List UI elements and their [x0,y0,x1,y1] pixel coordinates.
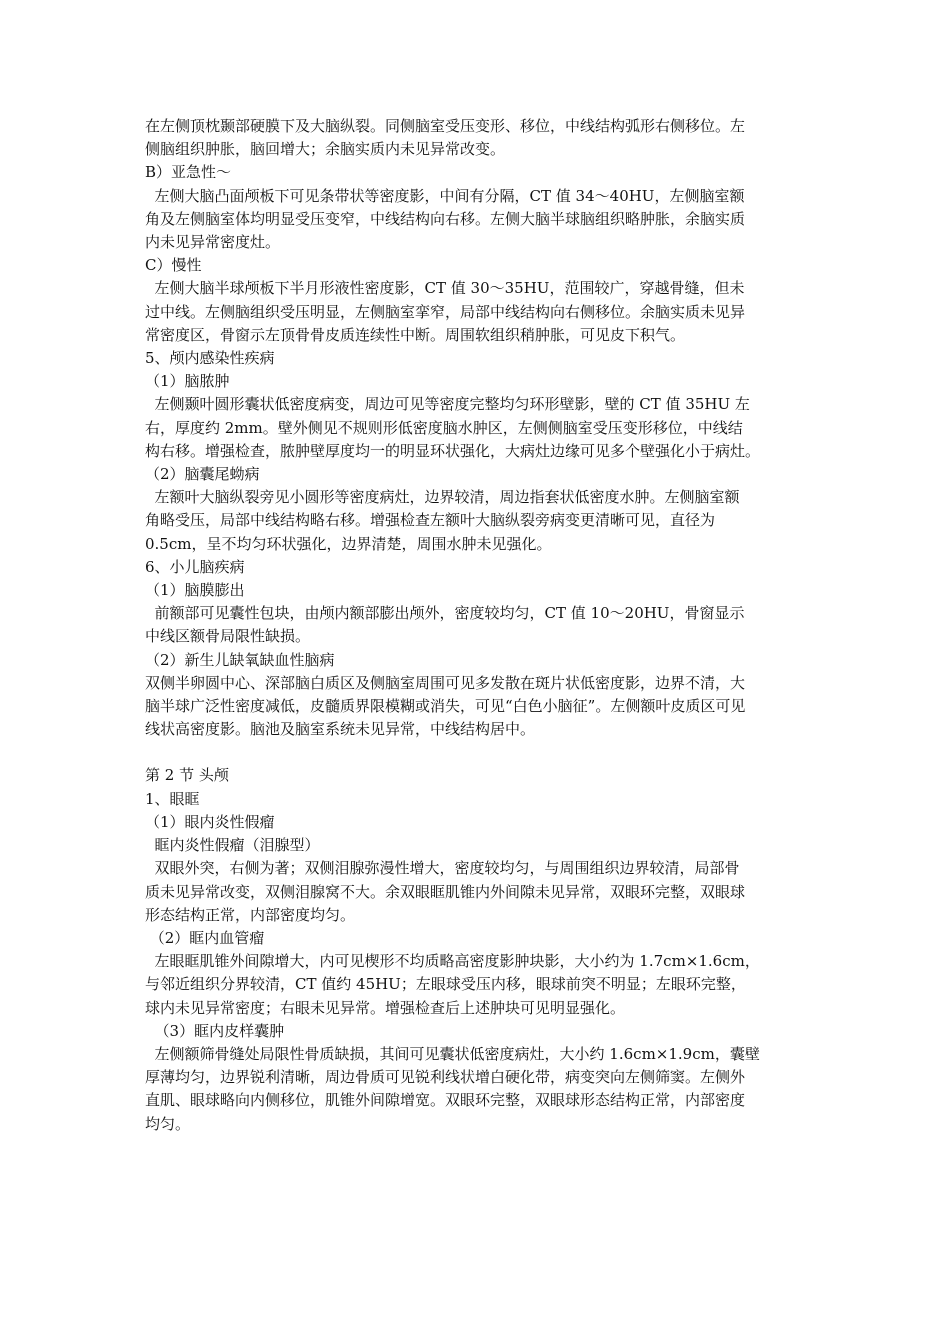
text-line: 左额叶大脑纵裂旁见小圆形等密度病灶，边界较清，周边指套状低密度水肿。左侧脑室额 [145,488,740,507]
text-line: 角略受压，局部中线结构略右移。增强检查左额叶大脑纵裂旁病变更清晰可见，直径为 [145,511,716,530]
text-line: 直肌、眼球略向内侧移位，肌锥外间隙增宽。双眼环完整，双眼球形态结构正常，内部密度 [145,1091,746,1110]
text-line: 内未见异常密度灶。 [145,233,281,252]
text-line: C）慢性 [145,256,202,275]
text-line: 形态结构正常，内部密度均匀。 [145,905,356,924]
text-line: 6、小儿脑疾病 [145,557,245,576]
text-line: （1）脑脓肿 [145,372,230,391]
text-line: 眶内炎性假瘤（泪腺型） [145,836,320,855]
text-line: 双侧半卵圆中心、深部脑白质区及侧脑室周围可见多发散在斑片状低密度影，边界不清，大 [145,673,746,692]
text-line: 左侧大脑半球颅板下半月形液性密度影，CT 值 30～35HU，范围较广，穿越骨缝，但未 [145,279,745,298]
text-line: 左侧颞叶圆形囊状低密度病变，周边可见等密度完整均匀环形壁影，壁的 CT 值 35HU 左 [145,395,750,414]
text-line: 右，厚度约 2mm。壁外侧见不规则形低密度脑水肿区，左侧侧脑室受压变形移位，中线结 [145,418,743,437]
text-line: 均匀。 [145,1114,191,1133]
text-line: 构右移。增强检查，脓肿壁厚度均一的明显环状强化，大病灶边缘可见多个壁强化小于病灶。 [145,441,761,460]
text-line: 左侧额筛骨缝处局限性骨质缺损，其间可见囊状低密度病灶，大小约 1.6cm×1.9cm，囊壁 [145,1044,760,1063]
text-line: 第 2 节 头颅 [145,766,229,785]
text-line: 侧脑组织肿胀，脑回增大；余脑实质内未见异常改变。 [145,140,506,159]
text-line: 角及左侧脑室体均明显受压变窄，中线结构向右移。左侧大脑半球脑组织略肿胀，余脑实质 [145,209,746,228]
text-line: 脑半球广泛性密度减低，皮髓质界限模糊或消失，可见“白色小脑征”。左侧额叶皮质区可见 [145,697,746,716]
text-line: （1）眼内炎性假瘤 [145,812,275,831]
text-line: （3）眶内皮样囊肿 [145,1021,285,1040]
text-line: 线状高密度影。脑池及脑室系统未见异常，中线结构居中。 [145,720,536,739]
text-line: 前额部可见囊性包块，由颅内额部膨出颅外，密度较均匀，CT 值 10～20HU，骨窗显示 [145,604,745,623]
text-line: 左眼眶肌锥外间隙增大，内可见楔形不均质略高密度影肿块影，大小约为 1.7cm×1.6cm， [145,952,760,971]
text-line: 双眼外突，右侧为著；双侧泪腺弥漫性增大，密度较均匀，与周围组织边界较清，局部骨 [145,859,740,878]
text-line: 常密度区，骨窗示左顶骨骨皮质连续性中断。周围软组织稍肿胀，可见皮下积气。 [145,325,686,344]
text-line: 与邻近组织分界较清，CT 值约 45HU；左眼球受压内移，眼球前突不明显；左眼环完整， [145,975,746,994]
text-line: 中线区额骨局限性缺损。 [145,627,311,646]
text-line: B）亚急性～ [145,163,232,182]
text-line: （1）脑膜膨出 [145,581,245,600]
text-line: 过中线。左侧脑组织受压明显，左侧脑室挛窄，局部中线结构向右侧移位。余脑实质未见异 [145,302,746,321]
text-line: （2）脑囊尾蚴病 [145,465,260,484]
text-line: 球内未见异常密度；右眼未见异常。增强检查后上述肿块可见明显强化。 [145,998,626,1017]
text-line: 5、颅内感染性疾病 [145,349,275,368]
text-line: 0.5cm，呈不均匀环状强化，边界清楚，周围水肿未见强化。 [145,534,552,553]
text-line: 厚薄均匀，边界锐利清晰，周边骨质可见锐利线状增白硬化带，病变突向左侧筛窦。左侧外 [145,1068,746,1087]
text-line: 质未见异常改变，双侧泪腺窝不大。余双眼眶肌锥内外间隙未见异常，双眼环完整，双眼球 [145,882,746,901]
text-line: （2）新生儿缺氧缺血性脑病 [145,650,335,669]
text-line: 左侧大脑凸面颅板下可见条带状等密度影，中间有分隔，CT 值 34～40HU，左侧脑室额 [145,186,745,205]
text-line: 在左侧顶枕颞部硬膜下及大脑纵裂。同侧脑室受压变形、移位，中线结构弧形右侧移位。左 [145,117,746,135]
blank-line [145,741,810,764]
text-line: 1、眼眶 [145,789,200,808]
text-line: （2）眶内血管瘤 [145,928,265,947]
